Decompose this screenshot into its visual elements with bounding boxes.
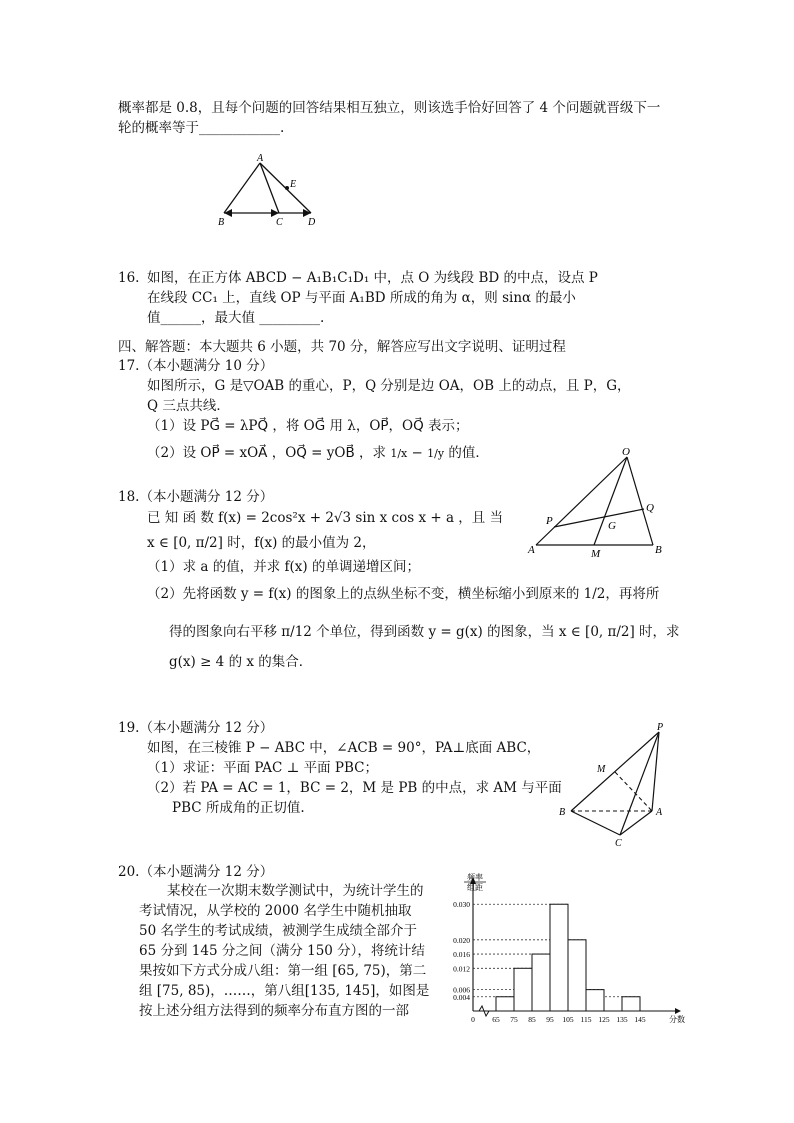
- q15-line2-text: 轮的概率等于: [118, 120, 199, 136]
- q15-line2: [118, 118, 284, 138]
- q20-line-1: 考试情况，从学校的 2000 名学生中随机抽取: [139, 903, 412, 919]
- y-tick-label: 0.016: [453, 950, 470, 960]
- x-tick-label: 0: [471, 1015, 475, 1024]
- x-tick-label: 135: [616, 1015, 628, 1024]
- q19-pyramid-figure: [555, 722, 685, 852]
- q18-line6: g(x) ≥ 4 的 x 的集合．: [169, 654, 313, 670]
- y-axis-label-bottom: 组距: [467, 883, 483, 892]
- x-axis-arrow: [675, 1008, 681, 1014]
- fig-label-E: E: [290, 179, 297, 190]
- q20-head: 20.（本小题满分 12 分）: [118, 864, 274, 880]
- q17-triangle-figure: [528, 445, 678, 560]
- q16-line2: 在线段 CC₁ 上，直线 OP 与平面 A₁BD 所成的角为 α，则 sinα 的最小: [147, 290, 576, 306]
- histogram-bar: [550, 904, 568, 1011]
- q17-label-O: O: [622, 446, 630, 458]
- q18-line2: x ∈ [0, π/2] 时，f(x) 的最小值为 2，: [147, 535, 376, 551]
- histogram-bar: [568, 940, 586, 1011]
- q19-line4: PBC 所成角的正切值.: [172, 800, 305, 816]
- q17-line3: （1）设 PG⃗ = λPQ⃗ ，将 OG⃗ 用 λ，OP⃗，OQ⃗ 表示；: [147, 418, 469, 434]
- x-tick-label: 75: [510, 1015, 518, 1024]
- q19-label-A: A: [656, 807, 663, 818]
- q18-line3: （1）求 a 的值，并求 f(x) 的单调递增区间；: [147, 559, 420, 575]
- q20-line-2: 50 名学生的考试成绩，被测学生成绩全部介于: [139, 923, 417, 939]
- q20-line-6: 按上述分组方法得到的频率分布直方图的一部: [139, 1003, 409, 1019]
- q16-line3: 值______，最大值 _________.: [147, 310, 325, 326]
- answer-blank: ____________.: [199, 120, 285, 136]
- q17-line4-a: （2）设 OP⃗ = xOA⃗ ，OQ⃗ = yOB⃗ ，求: [147, 445, 387, 461]
- histogram-bar: [496, 997, 514, 1011]
- x-tick-label: 125: [598, 1015, 610, 1024]
- histogram-bar: [586, 990, 604, 1011]
- q20-line-5: 组 [75, 85)，……，第八组[135, 145]，如图是: [139, 983, 430, 999]
- q17-label-M: M: [591, 548, 601, 560]
- x-tick-label: 145: [634, 1015, 646, 1024]
- y-tick-label: 0.006: [453, 985, 470, 995]
- q18-line5: 得的图象向右平移 π/12 个单位，得到函数 y = g(x) 的图象，当 x ∈ [0, π/2] 时，求: [169, 624, 680, 640]
- q19-line1: 如图，在三棱锥 P − ABC 中，∠ACB = 90°，PA⊥底面 ABC，: [147, 740, 541, 756]
- q17-frac-2: 1/y: [427, 447, 445, 460]
- q18-line4: （2）先将函数 y = f(x) 的图象上的点纵坐标不变，横坐标缩小到原来的 1/2，再将所: [147, 586, 660, 602]
- y-axis-label-top: 频率: [467, 873, 483, 882]
- fig-label-C: C: [276, 217, 283, 228]
- q18-line1: 已 知 函 数 f(x) = 2cos²x + 2√3 sin x cos x + a ，且 当: [147, 510, 504, 526]
- q17-head: 17.（本小题满分 10 分）: [118, 358, 274, 374]
- q19-label-M: M: [597, 764, 606, 775]
- q17-label-B: B: [655, 544, 662, 556]
- q19-line3: （2）若 PA = AC = 1，BC = 2，M 是 PB 的中点，求 AM 与平面: [147, 780, 562, 796]
- y-tick-label: 0.012: [453, 964, 470, 974]
- q16-line1: 如图，在正方体 ABCD − A₁B₁C₁D₁ 中，点 O 为线段 BD 的中点，设点 P: [147, 270, 598, 286]
- fig-label-A: A: [257, 153, 264, 164]
- q17-frac-1: 1/x: [390, 447, 408, 460]
- x-tick-label: 115: [580, 1015, 592, 1024]
- histogram-bar: [622, 997, 640, 1011]
- q15-line1: 概率都是 0.8，且每个问题的回答结果相互独立，则该选手恰好回答了 4 个问题就晋级下一: [118, 100, 661, 116]
- fig-label-D: D: [308, 217, 316, 228]
- y-tick-label: 0.030: [453, 900, 470, 910]
- q20-line-0: 某校在一次期末数学测试中，为统计学生的: [167, 883, 424, 899]
- q17-line4-b: 的值．: [448, 445, 489, 461]
- q19-line2: （1）求证：平面 PAC ⊥ 平面 PBC；: [147, 760, 378, 776]
- q17-label-G: G: [608, 520, 616, 532]
- q19-label-B: B: [559, 807, 566, 818]
- x-tick-label: 85: [528, 1015, 536, 1024]
- x-axis-label: 分数: [669, 1015, 685, 1024]
- q17-line1: 如图所示，G 是▽OAB 的重心，P，Q 分别是边 OA，OB 上的动点，且 P，G，: [147, 378, 631, 394]
- q20-line-3: 65 分到 145 分之间（满分 150 分），将统计结: [139, 943, 425, 959]
- q17-label-P: P: [546, 515, 553, 527]
- y-tick-label: 0.020: [453, 935, 470, 945]
- x-tick-label: 65: [492, 1015, 500, 1024]
- y-tick-label: 0.004: [453, 992, 470, 1002]
- q19-label-P: P: [657, 722, 664, 733]
- x-tick-label: 95: [546, 1015, 554, 1024]
- q17-line4: [147, 443, 489, 464]
- histogram-bar: [514, 968, 532, 1011]
- q17-label-A: A: [528, 544, 535, 556]
- q19-head: 19.（本小题满分 12 分）: [118, 720, 274, 736]
- histogram-bar: [532, 954, 550, 1011]
- section-title: 四、解答题：本大题共 6 小题，共 70 分，解答应写出文字说明、证明过程: [118, 339, 566, 355]
- q18-head: 18.（本小题满分 12 分）: [118, 489, 274, 505]
- q19-label-C: C: [615, 838, 622, 849]
- q20-line-4: 果按如下方式分成八组：第一组 [65, 75)，第二: [139, 963, 427, 979]
- x-tick-label: 105: [562, 1015, 574, 1024]
- frequency-histogram: [440, 870, 690, 1035]
- fig-label-B: B: [218, 217, 225, 228]
- q17-label-Q: Q: [646, 502, 654, 514]
- q16-number: 16.: [118, 270, 140, 286]
- q17-minus: −: [411, 445, 423, 461]
- triangle-figure: [210, 155, 330, 230]
- q17-line2: Q 三点共线．: [147, 398, 230, 414]
